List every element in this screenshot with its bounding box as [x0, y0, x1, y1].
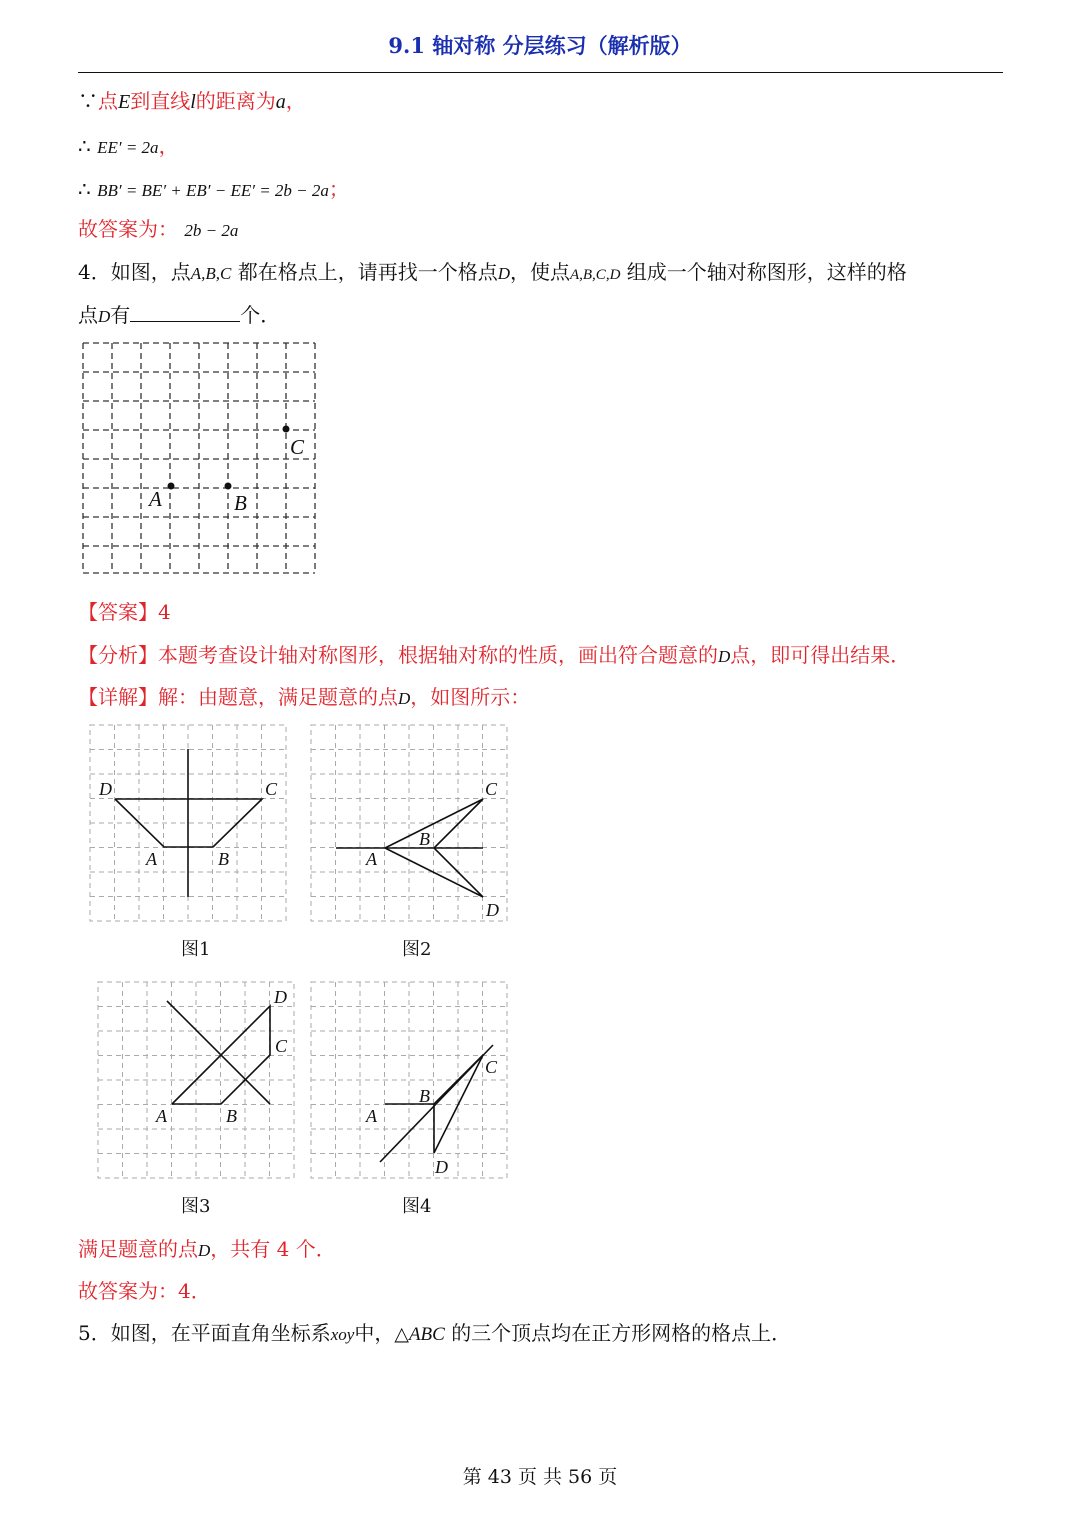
- fig4-label-b: B: [419, 1086, 430, 1106]
- analysis-line: 【分析】本题考查设计轴对称图形，根据轴对称的性质，画出符合题意的D点，即可得出结果．: [78, 643, 911, 667]
- figure-1: [90, 725, 290, 925]
- fig2-label-d: D: [486, 900, 499, 920]
- detail-line: 【详解】解：由题意，满足题意的点D，如图所示：: [78, 685, 531, 709]
- figure-3-shape: [167, 1001, 270, 1104]
- fig2-label-a: A: [366, 849, 377, 869]
- fig4-label-d: D: [435, 1157, 448, 1177]
- fig1-label-a: A: [146, 849, 157, 869]
- fig3-label-a: A: [156, 1106, 167, 1126]
- solution-line-2: ∴ EE′ = 2a，: [78, 134, 179, 158]
- figure-4-grid: [311, 982, 507, 1178]
- answer-line: 【答案】4: [78, 600, 171, 624]
- page-header: 9.1 轴对称 分层练习（解析版）: [388, 33, 692, 58]
- question-5-line: 5．如图，在平面直角坐标系xoy中，△ABC 的三个顶点均在正方形网格的格点上．: [78, 1321, 792, 1345]
- fig4-label-c: C: [485, 1057, 498, 1077]
- label-c: C: [290, 435, 305, 459]
- fig1-label-d: D: [99, 779, 112, 799]
- figure-4-caption: 图4: [402, 1196, 432, 1217]
- answer-blank: [130, 303, 240, 322]
- figure-3: [98, 982, 298, 1182]
- fig1-label-b: B: [218, 849, 229, 869]
- question-4-line-2: 点D有 个．: [78, 303, 281, 327]
- fig3-label-d: D: [274, 987, 287, 1007]
- figure-4: [311, 982, 511, 1182]
- point-a: [168, 483, 175, 490]
- figure-3-caption: 图3: [181, 1196, 211, 1217]
- question-4-line-1: 4．如图，点A,B,C 都在格点上，请再找一个格点D，使点A,B,C,D 组成一个轴对称图形，这样的格: [78, 260, 907, 284]
- solution-answer-line: 故答案为： 2b − 2a: [78, 217, 239, 241]
- label-a: A: [149, 487, 162, 511]
- fig1-label-c: C: [265, 779, 278, 799]
- conclusion-line: 满足题意的点D，共有 4 个．: [78, 1237, 336, 1261]
- grid-lines: [83, 343, 315, 573]
- figure-2: [311, 725, 511, 925]
- figure-2-caption: 图2: [402, 939, 432, 960]
- conclusion-answer-line: 故答案为：4．: [78, 1279, 211, 1303]
- figure-1-caption: 图1: [181, 939, 211, 960]
- fig3-label-c: C: [275, 1036, 288, 1056]
- point-c: [283, 426, 290, 433]
- fig4-label-a: A: [366, 1106, 377, 1126]
- fig2-label-c: C: [485, 779, 498, 799]
- point-b: [225, 483, 232, 490]
- question-grid-figure: [83, 343, 319, 575]
- solution-line-3: ∴ BB′ = BE′ + EB′ − EE′ = 2b − 2a；: [78, 177, 349, 201]
- solution-line-1: ∵点E到直线l的距离为a，: [78, 89, 306, 113]
- page-footer: 第 43 页 共 56 页: [462, 1466, 618, 1488]
- figure-4-shape: [380, 1045, 493, 1162]
- label-b: B: [234, 491, 247, 515]
- header-rule: [78, 72, 1003, 73]
- fig3-label-b: B: [226, 1106, 237, 1126]
- fig2-label-b: B: [419, 829, 430, 849]
